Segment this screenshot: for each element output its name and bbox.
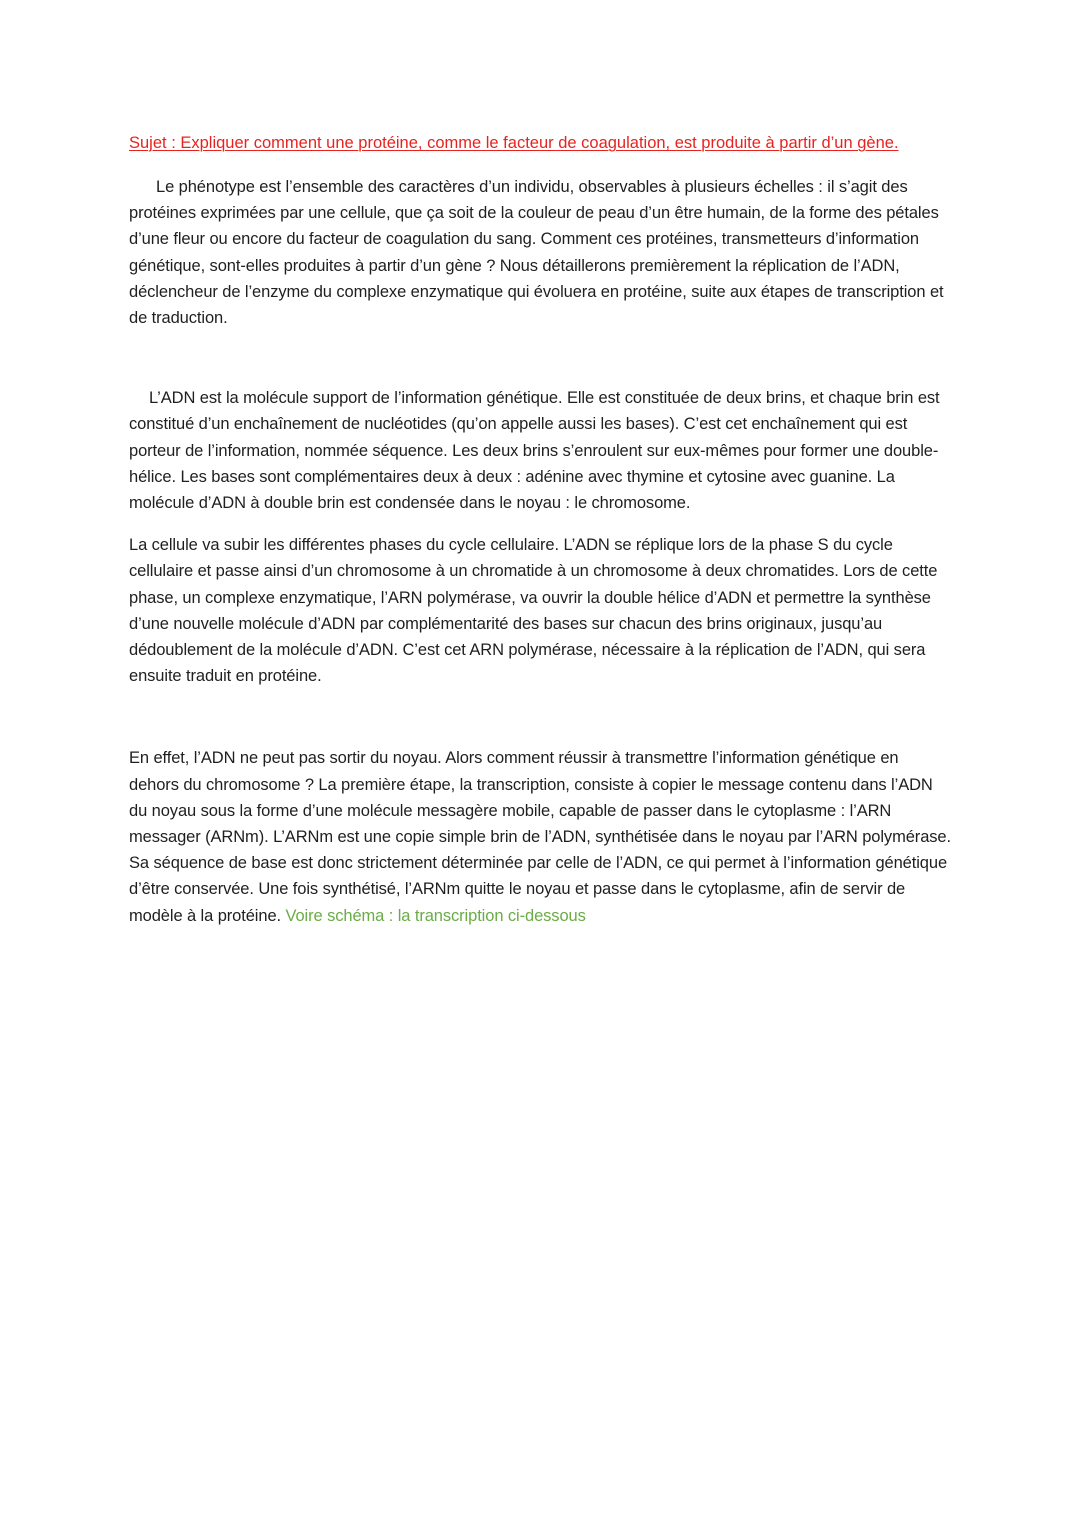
paragraph-adn: L’ADN est la molécule support de l’information génétique. Elle est constituée de deux brins, et chaque brin est constitué d’un enchaînement de nucléotides (qu’on appelle aussi les bases). C’est cet enchaînement qui est porteur de l’information, nommée séquence. Les deux brins s’enroulent sur eux-mêmes pour former une double-hélice. Les bases sont complémentaires deux à deux : adénine avec thymine et cytosine avec guanine. La molécule d’ADN à double brin est condensée dans le noyau : le chromosome.: [129, 389, 940, 513]
schema-reference-link[interactable]: Voire schéma : la transcription ci-dessous: [285, 906, 586, 925]
paragraph-intro: Le phénotype est l’ensemble des caractères d’un individu, observables à plusieurs échelles : il s’agit des protéines exprimées par une cellule, que ça soit de la couleur de peau d’un être humain, de la forme des pétales d’une fleur ou encore du facteur de coagulation du sang. Comment ces protéines, transmetteurs d’information génétique, sont-elles produites à partir d’un gène ? Nous détaillerons premièrement la réplication de l’ADN, déclencheur de l’enzyme du complexe enzymatique qui évoluera en protéine, suite aux étapes de transcription et de traduction.: [129, 178, 944, 328]
document-content: [129, 130, 951, 929]
paragraph-transcription: [129, 745, 951, 928]
paragraph-cell-cycle: La cellule va subir les différentes phases du cycle cellulaire. L’ADN se réplique lors de la phase S du cycle cellulaire et passe ainsi d’un chromosome à un chromatide à un chromosome à deux chromatides. Lors de cette phase, un complexe enzymatique, l’ARN polymérase, va ouvrir la double hélice d’ADN et permettre la synthèse d’une nouvelle molécule d’ADN par complémentarité des bases sur chacun des brins originaux, jusqu’au dédoublement de la molécule d’ADN. C’est cet ARN polymérase, nécessaire à la réplication de l’ADN, qui sera ensuite traduit en protéine.: [129, 536, 938, 686]
paragraph-transcription-text: En effet, l’ADN ne peut pas sortir du noyau. Alors comment réussir à transmettre l’information génétique en dehors du chromosome ? La première étape, la transcription, consiste à copier le message contenu dans l’ADN du noyau sous la forme d’une molécule messagère mobile, capable de passer dans le cytoplasme : l’ARN messager (ARNm). L’ARNm est une copie simple brin de l’ADN, synthétisée dans le noyau par l’ARN polymérase. Sa séquence de base est donc strictement déterminée par celle de l’ADN, ce qui permet à l’information génétique d’être conservée. Une fois synthétisé, l’ARNm quitte le noyau et passe dans le cytoplasme, afin de servir de modèle à la protéine.: [129, 749, 951, 925]
document-title: Sujet : Expliquer comment une protéine, comme le facteur de coagulation, est produite à partir d’un gène.: [129, 134, 899, 152]
